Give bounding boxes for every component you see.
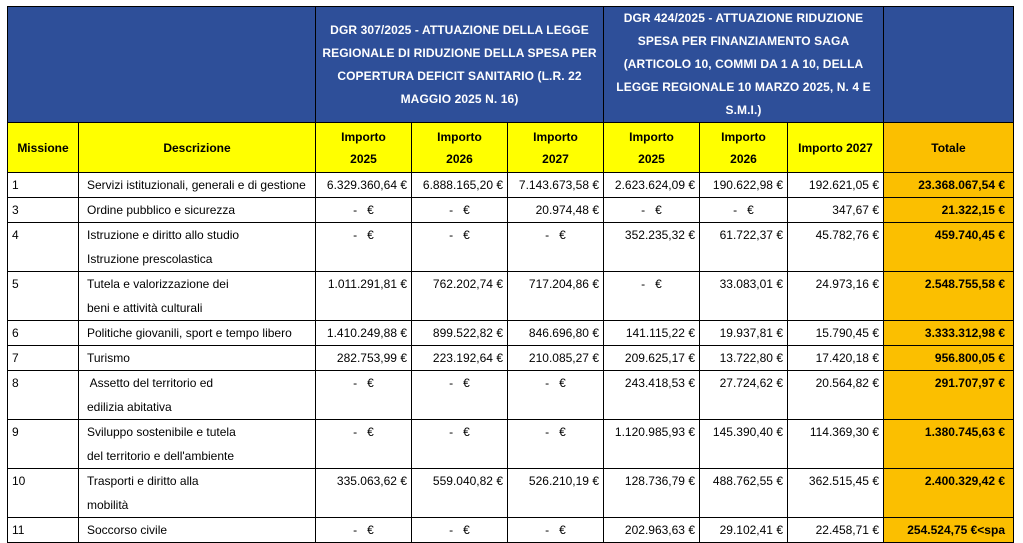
importo-value: 141.115,22 € bbox=[625, 326, 695, 340]
cell-importo bbox=[604, 223, 700, 272]
table-row bbox=[8, 469, 1014, 518]
cell-descrizione bbox=[79, 518, 316, 543]
cell-totale: 1.380.745,63 € bbox=[884, 420, 1014, 469]
importo-value: 1.120.985,93 € bbox=[614, 425, 695, 439]
importo-value: - € bbox=[353, 228, 374, 242]
cell-importo bbox=[700, 321, 788, 346]
descrizione-line: Sviluppo sostenibile e tutela bbox=[87, 425, 236, 439]
cell-importo bbox=[700, 198, 788, 223]
cell-importo bbox=[788, 469, 884, 518]
col-header-totale: Totale bbox=[884, 123, 1014, 173]
cell-importo bbox=[700, 371, 788, 420]
table-row bbox=[8, 346, 1014, 371]
cell-importo bbox=[508, 346, 604, 371]
cell-importo bbox=[412, 173, 508, 198]
cell-importo bbox=[508, 469, 604, 518]
cell-importo bbox=[316, 198, 412, 223]
importo-value: - € bbox=[353, 425, 374, 439]
cell-importo bbox=[604, 420, 700, 469]
descrizione-line: Trasporti e diritto alla bbox=[87, 474, 199, 488]
cell-totale: 21.322,15 € bbox=[884, 198, 1014, 223]
descrizione-line: Servizi istituzionali, generali e di gestione bbox=[87, 178, 306, 192]
cell-importo bbox=[788, 272, 884, 321]
cell-missione: 10 bbox=[8, 469, 79, 518]
cell-missione: 1 bbox=[8, 173, 79, 198]
importo-value: 488.762,55 € bbox=[712, 474, 783, 488]
cell-importo bbox=[788, 371, 884, 420]
col-header-missione: Missione bbox=[8, 123, 79, 173]
cell-descrizione bbox=[79, 223, 316, 272]
cell-descrizione bbox=[79, 173, 316, 198]
cell-totale: 2.400.329,42 € bbox=[884, 469, 1014, 518]
cell-missione: 11 bbox=[8, 518, 79, 543]
importo-value: 210.085,27 € bbox=[528, 351, 599, 365]
importo-value: - € bbox=[449, 376, 470, 390]
cell-importo bbox=[700, 420, 788, 469]
cell-missione: 3 bbox=[8, 198, 79, 223]
cell-missione: 9 bbox=[8, 420, 79, 469]
cell-missione: 6 bbox=[8, 321, 79, 346]
col-header-dgr424-2027: Importo 2027 bbox=[788, 123, 884, 173]
cell-importo bbox=[316, 346, 412, 371]
importo-value: - € bbox=[545, 425, 566, 439]
importo-value: 762.202,74 € bbox=[432, 277, 503, 291]
importo-value: 282.753,99 € bbox=[336, 351, 407, 365]
table-row bbox=[8, 321, 1014, 346]
table-row bbox=[8, 272, 1014, 321]
importo-value: - € bbox=[353, 203, 374, 217]
table-row bbox=[8, 223, 1014, 272]
cell-totale: 956.800,05 € bbox=[884, 346, 1014, 371]
cell-importo bbox=[316, 173, 412, 198]
importo-value: - € bbox=[449, 203, 470, 217]
cell-importo bbox=[700, 518, 788, 543]
col-header-dgr424-2026: Importo 2026 bbox=[700, 123, 788, 173]
importo-value: 61.722,37 € bbox=[719, 228, 783, 242]
header-blank-cell-right bbox=[884, 7, 1014, 123]
cell-missione: 8 bbox=[8, 371, 79, 420]
cell-importo bbox=[316, 518, 412, 543]
cell-importo bbox=[412, 518, 508, 543]
header-blank-cell bbox=[8, 7, 316, 123]
descrizione-line: Assetto del territorio ed bbox=[87, 376, 214, 390]
cell-descrizione bbox=[79, 420, 316, 469]
cell-importo bbox=[788, 321, 884, 346]
importo-value: 335.063,62 € bbox=[336, 474, 407, 488]
importo-value: 899.522,82 € bbox=[432, 326, 503, 340]
cell-missione: 7 bbox=[8, 346, 79, 371]
column-header-row bbox=[8, 123, 1014, 173]
cell-importo bbox=[604, 469, 700, 518]
importo-value: 352.235,32 € bbox=[624, 228, 695, 242]
descrizione-line: beni e attività culturali bbox=[87, 301, 203, 315]
cell-descrizione bbox=[79, 198, 316, 223]
cell-importo bbox=[788, 173, 884, 198]
table-row bbox=[8, 371, 1014, 420]
importo-value: 22.458,71 € bbox=[815, 523, 879, 537]
importo-value: - € bbox=[449, 425, 470, 439]
descrizione-line: edilizia abitativa bbox=[87, 400, 172, 414]
cell-totale: 254.524,75 €<spa bbox=[884, 518, 1014, 543]
importo-value: - € bbox=[641, 277, 662, 291]
cell-descrizione bbox=[79, 371, 316, 420]
cell-importo bbox=[508, 371, 604, 420]
col-header-dgr307-2026: Importo 2026 bbox=[412, 123, 508, 173]
cell-totale: 459.740,45 € bbox=[884, 223, 1014, 272]
cell-importo bbox=[604, 346, 700, 371]
descrizione-line: Istruzione e diritto allo studio bbox=[87, 228, 240, 242]
descrizione-line: Istruzione prescolastica bbox=[87, 252, 213, 266]
importo-value: 33.083,01 € bbox=[719, 277, 783, 291]
importo-value: 559.040,82 € bbox=[432, 474, 503, 488]
cell-importo bbox=[604, 198, 700, 223]
importo-value: 13.722,80 € bbox=[719, 351, 783, 365]
cell-importo bbox=[412, 420, 508, 469]
importo-value: 128.736,79 € bbox=[624, 474, 695, 488]
cell-descrizione bbox=[79, 469, 316, 518]
group-header-dgr-424: DGR 424/2025 - ATTUAZIONE RIDUZIONE SPESA PER FINANZIAMENTO SAGA (ARTICOLO 10, COMMI DA 1 A 10, DELLA LEGGE REGIONALE 10 MARZO 2025, N. 4 E S.M.I.) bbox=[604, 7, 884, 123]
cell-totale: 291.707,97 € bbox=[884, 371, 1014, 420]
cell-totale: 3.333.312,98 € bbox=[884, 321, 1014, 346]
cell-importo bbox=[412, 223, 508, 272]
cell-importo bbox=[604, 272, 700, 321]
importo-value: 45.782,76 € bbox=[815, 228, 879, 242]
cell-importo bbox=[508, 173, 604, 198]
cell-importo bbox=[508, 223, 604, 272]
importo-value: - € bbox=[641, 203, 662, 217]
cell-importo bbox=[412, 469, 508, 518]
importo-value: 223.192,64 € bbox=[432, 351, 503, 365]
col-header-dgr424-2025: Importo 2025 bbox=[604, 123, 700, 173]
cell-missione: 4 bbox=[8, 223, 79, 272]
group-header-row bbox=[8, 7, 1014, 123]
table-row bbox=[8, 198, 1014, 223]
importo-value: 192.621,05 € bbox=[808, 178, 879, 192]
importo-value: 19.937,81 € bbox=[719, 326, 783, 340]
cell-importo bbox=[316, 272, 412, 321]
importo-value: - € bbox=[353, 376, 374, 390]
cell-descrizione bbox=[79, 321, 316, 346]
importo-value: 717.204,86 € bbox=[528, 277, 599, 291]
importo-value: - € bbox=[545, 228, 566, 242]
importo-value: 20.974,48 € bbox=[535, 203, 599, 217]
cell-importo bbox=[316, 321, 412, 346]
importo-value: 2.623.624,09 € bbox=[614, 178, 695, 192]
cell-importo bbox=[508, 198, 604, 223]
cell-missione: 5 bbox=[8, 272, 79, 321]
importo-value: 114.369,30 € bbox=[809, 425, 879, 439]
cell-importo bbox=[788, 518, 884, 543]
cell-totale: 23.368.067,54 € bbox=[884, 173, 1014, 198]
cell-importo bbox=[700, 223, 788, 272]
cell-importo bbox=[700, 346, 788, 371]
cell-importo bbox=[316, 371, 412, 420]
cell-importo bbox=[700, 469, 788, 518]
importo-value: 362.515,45 € bbox=[808, 474, 879, 488]
importo-value: - € bbox=[353, 523, 374, 537]
cell-importo bbox=[788, 198, 884, 223]
table-row bbox=[8, 518, 1014, 543]
cell-importo bbox=[700, 173, 788, 198]
cell-importo bbox=[700, 272, 788, 321]
cell-importo bbox=[604, 371, 700, 420]
cell-importo bbox=[316, 469, 412, 518]
cell-importo bbox=[788, 223, 884, 272]
descrizione-line: Politiche giovanili, sport e tempo libero bbox=[87, 326, 292, 340]
cell-importo bbox=[604, 321, 700, 346]
col-header-descrizione: Descrizione bbox=[79, 123, 316, 173]
cell-importo bbox=[316, 223, 412, 272]
cell-importo bbox=[412, 321, 508, 346]
importo-value: 27.724,62 € bbox=[719, 376, 783, 390]
descrizione-line: del territorio e dell'ambiente bbox=[87, 449, 235, 463]
cell-descrizione bbox=[79, 272, 316, 321]
importo-value: - € bbox=[449, 228, 470, 242]
cell-importo bbox=[508, 321, 604, 346]
cell-importo bbox=[604, 518, 700, 543]
cell-importo bbox=[412, 346, 508, 371]
importo-value: 243.418,53 € bbox=[624, 376, 695, 390]
importo-value: - € bbox=[449, 523, 470, 537]
descrizione-line: Soccorso civile bbox=[87, 523, 168, 537]
cell-importo bbox=[508, 518, 604, 543]
group-header-dgr-307: DGR 307/2025 - ATTUAZIONE DELLA LEGGE REGIONALE DI RIDUZIONE DELLA SPESA PER COPERTURA DEFICIT SANITARIO (L.R. 22 MAGGIO 2025 N. 16) bbox=[316, 7, 604, 123]
descrizione-line: Turismo bbox=[87, 351, 130, 365]
importo-value: - € bbox=[545, 376, 566, 390]
cell-descrizione bbox=[79, 346, 316, 371]
cell-importo bbox=[412, 371, 508, 420]
importo-value: 209.625,17 € bbox=[624, 351, 695, 365]
importo-value: 1.410.249,88 € bbox=[326, 326, 407, 340]
cell-totale: 2.548.755,58 € bbox=[884, 272, 1014, 321]
cell-importo bbox=[788, 420, 884, 469]
cell-importo bbox=[412, 272, 508, 321]
importo-value: 526.210,19 € bbox=[528, 474, 599, 488]
importo-value: 347,67 € bbox=[832, 203, 879, 217]
importo-value: - € bbox=[733, 203, 754, 217]
importo-value: - € bbox=[545, 523, 566, 537]
importo-value: 15.790,45 € bbox=[815, 326, 879, 340]
importo-value: 145.390,40 € bbox=[712, 425, 783, 439]
importo-value: 29.102,41 € bbox=[719, 523, 783, 537]
importo-value: 202.963,63 € bbox=[624, 523, 695, 537]
importo-value: 1.011.291,81 € bbox=[327, 277, 407, 291]
table-row bbox=[8, 420, 1014, 469]
cell-importo bbox=[508, 272, 604, 321]
importo-value: 190.622,98 € bbox=[712, 178, 783, 192]
importo-value: 7.143.673,58 € bbox=[518, 178, 599, 192]
importo-value: 6.888.165,20 € bbox=[422, 178, 503, 192]
importo-value: 20.564,82 € bbox=[815, 376, 879, 390]
budget-table bbox=[7, 6, 1014, 543]
cell-importo bbox=[604, 173, 700, 198]
cell-importo bbox=[788, 346, 884, 371]
importo-value: 24.973,16 € bbox=[815, 277, 879, 291]
table-row bbox=[8, 173, 1014, 198]
descrizione-line: Tutela e valorizzazione dei bbox=[87, 277, 229, 291]
cell-importo bbox=[316, 420, 412, 469]
importo-value: 17.420,18 € bbox=[815, 351, 879, 365]
col-header-dgr307-2025: Importo 2025 bbox=[316, 123, 412, 173]
col-header-dgr307-2027: Importo 2027 bbox=[508, 123, 604, 173]
cell-importo bbox=[508, 420, 604, 469]
cell-importo bbox=[412, 198, 508, 223]
importo-value: 846.696,80 € bbox=[528, 326, 599, 340]
descrizione-line: mobilità bbox=[87, 498, 129, 512]
descrizione-line: Ordine pubblico e sicurezza bbox=[87, 203, 236, 217]
importo-value: 6.329.360,64 € bbox=[326, 178, 407, 192]
